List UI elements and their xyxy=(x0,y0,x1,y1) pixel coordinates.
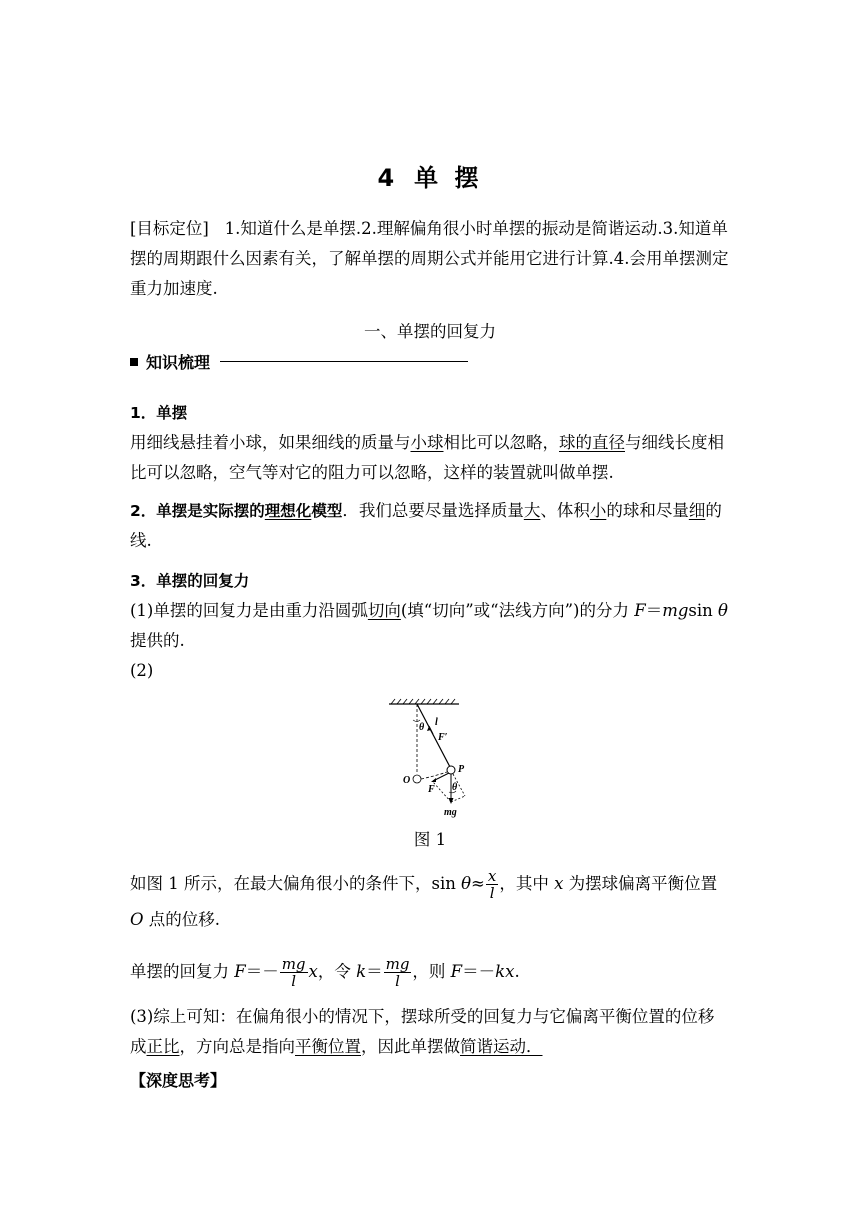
item-1 xyxy=(130,398,730,488)
text-run: 模型 xyxy=(311,502,343,520)
text-run: ≈ xyxy=(471,874,485,893)
text-run: 为摆球偏离平衡位置 xyxy=(563,874,718,893)
math-var: O xyxy=(130,910,144,929)
fraction-mg-over-l xyxy=(384,956,412,989)
underlined-answer: 球的直径 xyxy=(559,433,625,452)
knowledge-label: 知识梳理 xyxy=(146,353,211,372)
denominator: l xyxy=(395,972,400,990)
numerator: mg xyxy=(385,955,410,973)
fraction-mg-over-l xyxy=(280,956,308,989)
text-run: ＝ xyxy=(366,962,383,981)
text-run: 的线. xyxy=(130,501,722,550)
deep-thinking-heading: 【深度思考】 xyxy=(130,1071,227,1090)
text-run: ＝－ xyxy=(462,962,496,981)
denominator: l xyxy=(291,972,297,990)
text-run: 单摆的回复力 xyxy=(130,962,235,981)
text-run: ．我们总要尽量选择质量 xyxy=(342,501,524,520)
math-var: F xyxy=(450,962,463,981)
text-run: 2．单摆是实际摆的 xyxy=(130,502,265,520)
square-bullet-icon xyxy=(130,358,138,366)
label-origin: O xyxy=(403,775,411,786)
text-run: (3)综上可知：在偏角很小的情况下，摆球所受的回复力与它偏离平衡位置的位移成 xyxy=(130,1007,715,1056)
math-var: kx xyxy=(495,962,515,981)
section-heading: 一、单摆的回复力 xyxy=(364,322,496,341)
text-run: sin xyxy=(688,601,719,620)
text-run: ，方向总是指向 xyxy=(179,1037,295,1056)
text-run: 提供的. xyxy=(130,631,185,650)
text-run: 与细线长度相比可以忽略，空气等对它的阻力可以忽略，这样的装置就叫做单摆. xyxy=(130,433,724,482)
text-run: 的球和尽量 xyxy=(606,501,689,520)
label-point: P xyxy=(458,764,465,775)
math-var: mg xyxy=(662,601,689,620)
text-run: ，则 xyxy=(412,962,451,981)
numerator: mg xyxy=(281,955,306,973)
page-title xyxy=(0,158,860,193)
label-length: l xyxy=(435,717,438,728)
figure-caption: 图 1 xyxy=(413,830,447,849)
text-run: 、体积 xyxy=(540,501,590,520)
numerator: x xyxy=(487,867,497,885)
text-run: 如图 1 所示，在最大偏角很小的条件下，sin xyxy=(130,874,462,893)
objective-text: 1.知道什么是单摆.2.理解偏角很小时单摆的振动是简谐运动.3.知道单摆的周期跟什么因素有关，了解单摆的周期公式并能用它进行计算.4.会用单摆测定重力加速度. xyxy=(130,219,729,298)
underlined-answer: 大 xyxy=(523,501,541,520)
figure-paragraph xyxy=(130,866,730,938)
text-run: . xyxy=(514,962,520,981)
text-run: (填“切向”或“法线方向”)的分力 xyxy=(400,601,635,620)
objective-tag: [目标定位] xyxy=(130,219,209,238)
item-3-p1 xyxy=(130,596,730,656)
underlined-answer: 小球 xyxy=(410,433,444,452)
text-run: ＝－ xyxy=(245,962,279,981)
underlined-answer: 理想化 xyxy=(264,502,312,520)
title-name: 单 摆 xyxy=(414,164,483,192)
underlined-answer: 小 xyxy=(589,501,607,520)
text-run: ，令 xyxy=(317,962,357,981)
math-var: x xyxy=(308,962,318,981)
underlined-answer: 细 xyxy=(688,501,706,520)
underlined-answer: 简谐运动． xyxy=(460,1037,543,1056)
fraction-x-over-l xyxy=(486,868,498,901)
math-var: k xyxy=(356,962,367,981)
objective-paragraph xyxy=(130,214,730,304)
underlined-answer: 平衡位置 xyxy=(295,1037,361,1056)
header-rule xyxy=(220,361,468,362)
denominator: l xyxy=(489,884,495,902)
text-run: ，因此单摆做 xyxy=(361,1037,460,1056)
knowledge-header xyxy=(130,350,468,373)
math-var: F xyxy=(234,962,246,981)
label-force: F xyxy=(428,784,435,795)
item-1-body xyxy=(130,428,730,488)
item-1-head: 1．单摆 xyxy=(130,404,188,422)
underlined-answer: 正比 xyxy=(146,1037,180,1056)
title-number: 4 xyxy=(377,164,399,192)
math-var: x xyxy=(554,874,564,893)
text-run: 点的位移. xyxy=(143,910,221,929)
item-3-head: 3．单摆的回复力 xyxy=(130,572,250,590)
text-run: ，其中 xyxy=(499,874,555,893)
label-gravity: mg xyxy=(444,807,457,818)
pendulum-figure xyxy=(385,698,475,820)
summary-paragraph xyxy=(130,1002,730,1062)
underlined-answer: 切向 xyxy=(367,601,401,620)
text-run: 用细线悬挂着小球，如果细线的质量与 xyxy=(130,433,411,452)
math-var: θ xyxy=(461,874,472,893)
item-3 xyxy=(130,566,730,686)
item-2 xyxy=(130,496,730,556)
text-run: ＝ xyxy=(645,601,663,620)
label-theta-bottom: θ xyxy=(452,782,458,793)
text-run: 相比可以忽略， xyxy=(443,433,559,452)
math-var: θ xyxy=(718,601,728,620)
label-theta-top: θ xyxy=(419,722,425,733)
item-3-p2: (2) xyxy=(130,661,154,680)
math-var: F xyxy=(634,601,646,620)
text-run: (1)单摆的回复力是由重力沿圆弧 xyxy=(130,601,368,620)
label-tension: F′ xyxy=(438,732,448,743)
restoring-force-formula xyxy=(130,954,730,990)
